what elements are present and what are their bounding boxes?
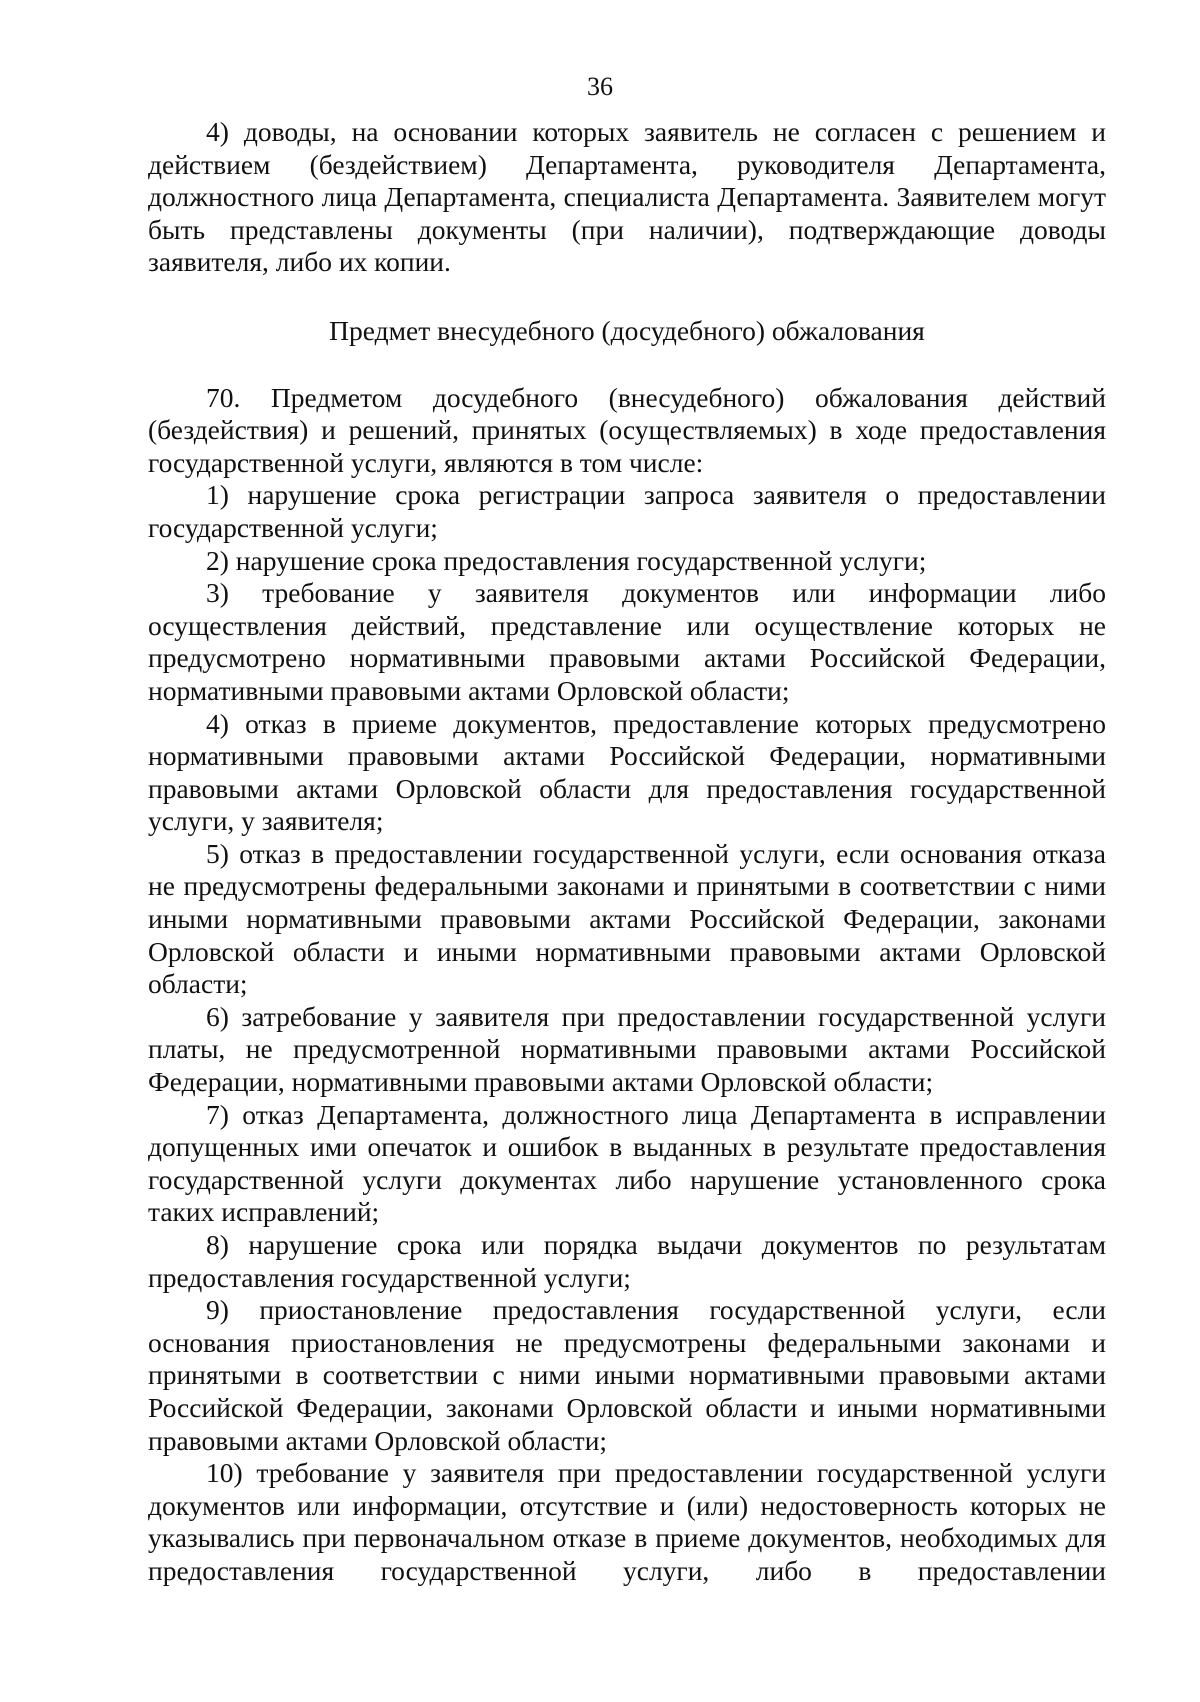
list-item-7: 7) отказ Департамента, должностного лица Департамента в исправлении допущенных ими опечаток и ошибок в выданных в результате предоставления государственной услуги документах либо нарушение установленного срока таких исправлений; <box>148 1098 1106 1228</box>
list-item-5: 5) отказ в предоставлении государственной услуги, если основания отказа не предусмотрены федеральными законами и принятыми в соответствии с ними иными нормативными правовыми актами Российской Федерации, законами Орловской области и иными нормативными правовыми актами Орловской области; <box>148 837 1106 1000</box>
paragraph-70-intro: 70. Предметом досудебного (внесудебного) обжалования действий (бездействия) и решений, принятых (осуществляемых) в ходе предоставления государственной услуги, являются в том числе: <box>148 381 1106 478</box>
list-item-4: 4) отказ в приеме документов, предоставление которых предусмотрено нормативными правовыми актами Российской Федерации, нормативными правовыми актами Орловской области для предоставления государственной услуги, у заявителя; <box>148 707 1106 837</box>
list-item-2: 2) нарушение срока предоставления государственной услуги; <box>206 544 927 576</box>
list-item-8: 8) нарушение срока или порядка выдачи документов по результатам предоставления государственной услуги; <box>148 1229 1106 1293</box>
list-item-6: 6) затребование у заявителя при предоставлении государственной услуги платы, не предусмотренной нормативными правовыми актами Российской Федерации, нормативными правовыми актами Орловской области; <box>148 1000 1106 1098</box>
list-item-3: 3) требование у заявителя документов или информации либо осуществления действий, представление или осуществление которых не предусмотрено нормативными правовыми актами Российской Федерации, нормативными правовыми актами Орловской области; <box>148 577 1106 706</box>
list-item-10: 10) требование у заявителя при предоставлении государственной услуги документов или информации, отсутствие и (или) недостоверность которых не указывались при первоначальном отказе в приеме документов, необходимых для предоставления государственной услуги, либо в предоставлении <box>148 1457 1106 1586</box>
paragraph-item-4-arguments: 4) доводы, на основании которых заявитель не согласен с решением и действием (бездействием) Департамента, руководителя Департамента, должностного лица Департамента, специалиста Департамента. Заявителем могут быть представлены документы (при наличии), подтверждающие доводы заявителя, либо их копии. <box>148 116 1106 278</box>
section-heading: Предмет внесудебного (досудебного) обжалования <box>329 314 925 346</box>
document-body <box>148 116 1106 1588</box>
list-item-1: 1) нарушение срока регистрации запроса заявителя о предоставлении государственной услуги; <box>148 479 1106 543</box>
page-number: 36 <box>587 72 613 101</box>
list-item-9: 9) приостановление предоставления государственной услуги, если основания приостановления не предусмотрены федеральными законами и принятыми в соответствии с ними иными нормативными правовыми актами Российской Федерации, законами Орловской области и иными нормативными правовыми актами Орловской области; <box>148 1294 1106 1456</box>
